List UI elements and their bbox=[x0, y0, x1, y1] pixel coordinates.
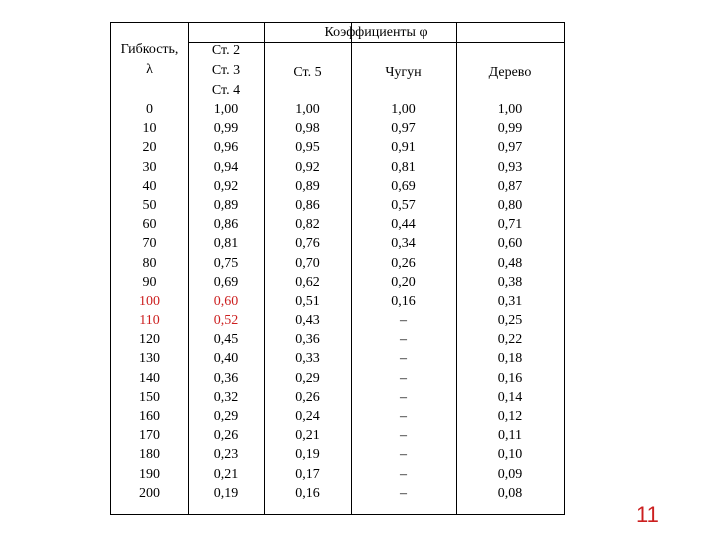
steel-234-cell: 0,60 bbox=[213, 293, 239, 309]
flexibility-cell: 120 bbox=[139, 332, 160, 348]
steel-234-cell: 0,75 bbox=[213, 255, 239, 271]
steel-234-cell: 1,00 bbox=[213, 102, 239, 117]
steel-5-cell: 0,76 bbox=[295, 236, 320, 252]
steel-234-cell: 0,26 bbox=[213, 428, 239, 444]
wood-cell: 0,71 bbox=[497, 217, 523, 233]
cast-iron-column bbox=[351, 100, 456, 503]
cast-iron-header: Чугун bbox=[385, 65, 422, 80]
cast-iron-cell: 1,00 bbox=[391, 102, 416, 117]
steel-5-cell: 0,95 bbox=[295, 140, 320, 156]
wood-column bbox=[456, 100, 564, 503]
wood-cell: 0,14 bbox=[497, 389, 523, 405]
wood-cell: 0,18 bbox=[497, 351, 523, 367]
flexibility-cell: 30 bbox=[142, 159, 157, 175]
wood-cell: 0,93 bbox=[497, 159, 523, 175]
cast-iron-cell: 0,16 bbox=[391, 293, 416, 309]
wood-cell: 0,10 bbox=[497, 447, 523, 463]
flexibility-cell: 20 bbox=[142, 140, 157, 156]
coefficient-table bbox=[110, 22, 565, 515]
cast-iron-cell: 0,91 bbox=[391, 140, 416, 156]
steel-5-cell: 0,86 bbox=[295, 197, 320, 213]
steel-234-cell: 0,86 bbox=[213, 217, 239, 233]
steel-5-cell: 0,43 bbox=[295, 313, 320, 329]
wood-cell: 0,87 bbox=[497, 178, 523, 194]
steel-234-cell: 0,36 bbox=[213, 370, 239, 386]
steel-5-cell: 0,21 bbox=[295, 428, 320, 444]
flexibility-cell: 170 bbox=[139, 428, 160, 444]
steel-234-cell: 0,32 bbox=[213, 389, 239, 405]
wood-cell: 0,11 bbox=[498, 428, 522, 444]
wood-cell: 0,12 bbox=[497, 409, 523, 424]
steel-5-cell: 0,16 bbox=[295, 485, 320, 501]
wood-cell: 0,97 bbox=[497, 140, 523, 156]
steel-234-cell: 0,40 bbox=[213, 351, 239, 367]
steel-234-cell: 0,96 bbox=[213, 140, 239, 156]
lambda-symbol: λ bbox=[146, 62, 153, 77]
cast-iron-cell: – bbox=[400, 447, 407, 463]
wood-cell: 0,48 bbox=[497, 255, 523, 271]
steel-grade-3-header: Ст. 3 bbox=[211, 63, 241, 78]
flexibility-cell: 70 bbox=[142, 236, 157, 252]
flexibility-cell: 90 bbox=[142, 274, 157, 290]
steel-5-cell: 1,00 bbox=[295, 102, 320, 117]
steel-5-cell: 0,89 bbox=[295, 178, 320, 194]
wood-cell: 0,08 bbox=[497, 485, 523, 501]
cast-iron-cell: – bbox=[400, 428, 407, 444]
steel-grade-2-header: Ст. 2 bbox=[211, 43, 241, 58]
steel-5-cell: 0,24 bbox=[295, 409, 320, 424]
flexibility-cell: 180 bbox=[139, 447, 160, 463]
steel-5-cell: 0,98 bbox=[295, 121, 320, 137]
flexibility-header-line1: Гибкость, bbox=[120, 42, 179, 57]
cast-iron-cell: – bbox=[400, 313, 407, 329]
wood-cell: 0,09 bbox=[497, 466, 523, 482]
flexibility-cell: 80 bbox=[142, 255, 157, 271]
flexibility-cell: 130 bbox=[139, 351, 160, 367]
steel-5-cell: 0,17 bbox=[295, 466, 320, 482]
steel-5-cell: 0,51 bbox=[295, 293, 320, 309]
flexibility-cell: 10 bbox=[142, 121, 157, 137]
steel-grade-4-header: Ст. 4 bbox=[211, 83, 241, 98]
steel-234-cell: 0,94 bbox=[213, 159, 239, 175]
steel-234-cell: 0,69 bbox=[213, 274, 239, 290]
cast-iron-cell: – bbox=[400, 466, 407, 482]
steel-5-cell: 0,29 bbox=[295, 370, 320, 386]
steel-grade-5-header: Ст. 5 bbox=[293, 65, 322, 80]
cast-iron-cell: 0,57 bbox=[391, 197, 416, 213]
steel-5-cell: 0,26 bbox=[295, 389, 320, 405]
steel-234-cell: 0,52 bbox=[213, 313, 239, 329]
steel-234-cell: 0,23 bbox=[213, 447, 239, 463]
flexibility-cell: 190 bbox=[139, 466, 160, 482]
flexibility-cell: 200 bbox=[139, 485, 160, 501]
cast-iron-cell: – bbox=[400, 485, 407, 501]
steel-234-cell: 0,29 bbox=[213, 409, 239, 424]
wood-cell: 0,38 bbox=[497, 274, 523, 290]
flexibility-cell: 140 bbox=[139, 370, 160, 386]
cast-iron-cell: – bbox=[400, 370, 407, 386]
steel-234-cell: 0,99 bbox=[213, 121, 239, 137]
wood-cell: 1,00 bbox=[497, 102, 523, 117]
wood-cell: 0,60 bbox=[497, 236, 523, 252]
steel-5-cell: 0,82 bbox=[295, 217, 320, 233]
steel-5-cell: 0,19 bbox=[295, 447, 320, 463]
flexibility-cell: 150 bbox=[139, 389, 160, 405]
wood-cell: 0,80 bbox=[497, 197, 523, 213]
flexibility-cell: 60 bbox=[142, 217, 157, 233]
steel-234-cell: 0,21 bbox=[213, 466, 239, 482]
cast-iron-cell: – bbox=[400, 409, 407, 424]
cast-iron-cell: 0,69 bbox=[391, 178, 416, 194]
wood-cell: 0,25 bbox=[497, 313, 523, 329]
steel-234-cell: 0,89 bbox=[213, 197, 239, 213]
cast-iron-cell: 0,20 bbox=[391, 274, 416, 290]
cast-iron-cell: 0,81 bbox=[391, 159, 416, 175]
wood-header: Дерево bbox=[488, 65, 532, 80]
wood-cell: 0,99 bbox=[497, 121, 523, 137]
cast-iron-cell: 0,44 bbox=[391, 217, 416, 233]
steel-234-cell: 0,45 bbox=[213, 332, 239, 348]
flexibility-cell: 50 bbox=[142, 197, 157, 213]
cast-iron-cell: 0,34 bbox=[391, 236, 416, 252]
cast-iron-cell: – bbox=[400, 351, 407, 367]
cast-iron-cell: – bbox=[400, 332, 407, 348]
steel-234-cell: 0,92 bbox=[213, 178, 239, 194]
wood-cell: 0,16 bbox=[497, 370, 523, 386]
flexibility-cell: 160 bbox=[139, 409, 160, 424]
coefficients-group-header: Коэффициенты φ bbox=[324, 25, 428, 40]
cast-iron-cell: 0,26 bbox=[391, 255, 416, 271]
steel-234-cell: 0,19 bbox=[213, 485, 239, 501]
steel-234-cell: 0,81 bbox=[213, 236, 239, 252]
cast-iron-cell: 0,97 bbox=[391, 121, 416, 137]
flexibility-cell: 40 bbox=[142, 178, 157, 194]
flexibility-cell: 100 bbox=[139, 293, 160, 309]
steel-234-column bbox=[188, 100, 264, 503]
flexibility-cell: 110 bbox=[139, 313, 160, 329]
steel-5-cell: 0,33 bbox=[295, 351, 320, 367]
wood-cell: 0,22 bbox=[497, 332, 523, 348]
steel-5-column bbox=[264, 100, 351, 503]
flexibility-cell: 0 bbox=[146, 102, 153, 117]
steel-5-cell: 0,70 bbox=[295, 255, 320, 271]
wood-cell: 0,31 bbox=[497, 293, 523, 309]
flexibility-column bbox=[111, 100, 188, 503]
steel-5-cell: 0,36 bbox=[295, 332, 320, 348]
cast-iron-cell: – bbox=[400, 389, 407, 405]
steel-5-cell: 0,62 bbox=[295, 274, 320, 290]
page-number: 11 bbox=[636, 502, 659, 527]
steel-5-cell: 0,92 bbox=[295, 159, 320, 175]
